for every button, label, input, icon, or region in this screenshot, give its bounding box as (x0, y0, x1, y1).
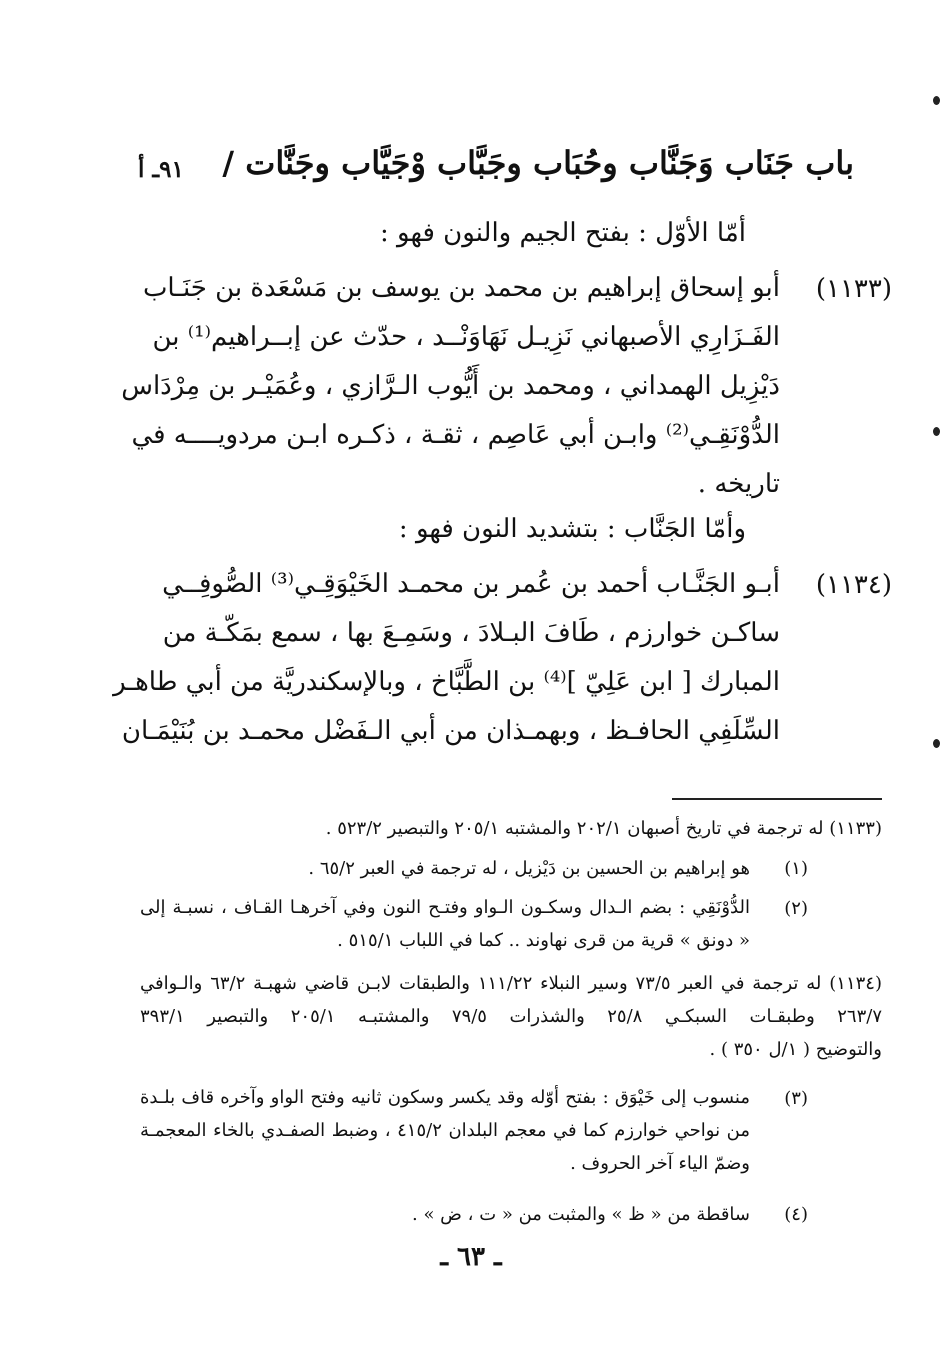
text-line: الفَـزَارِي الأصبهاني نَزِيـل نَهَاوَنْــد ، حدّث عن إبــراهيم⁽¹⁾ بن (152, 322, 780, 352)
footnote: (١١٣٣) له ترجمة في تاريخ أصبهان ٢٠٢/١ والمشتبه ٢٠٥/١ والتبصير ٥٢٣/٢ . (325, 818, 882, 839)
section-heading: أمّا الأوّل : بفتح الجيم والنون فهو : (380, 218, 746, 248)
section-heading: وأمّا الجَنَّاب : بتشديد النون فهو : (398, 514, 746, 544)
entry-number: (١١٣٣) (815, 274, 892, 304)
chapter-title-text: باب جَنَاب وَجَنَّاب وحُبَاب وجَبَّاب وْجَيَّاب وجَنَّات / (222, 144, 854, 182)
footnote-line: الدُّوْنَقِي : بضم الـدال وسكـون الـواو وفتـح النون وفي آخرهـا القـاف ، نسبـة إلى (140, 897, 750, 918)
footnote: هو إبراهيم بن الحسين بن دَيْزيل ، له ترجمة في العبر ٦٥/٢ . (308, 858, 750, 879)
folio-ref-text: ٩١ـ أ (138, 156, 184, 183)
chapter-title (222, 144, 854, 182)
margin-dot (933, 739, 940, 748)
footnote (140, 967, 882, 1066)
footnote (140, 1081, 750, 1180)
margin-dot (933, 96, 940, 105)
footnote-line: وضمّ الياء آخر الحروف . (570, 1153, 750, 1174)
footnote-number: (٣) (784, 1088, 808, 1109)
footnote-number: (٢) (784, 898, 808, 919)
text-line: المبارك [ ابن عَلِيّ ]⁽⁴⁾ بن الطَّبَّاخ ، وبالإسكندريَّة من أبي طاهـر (113, 667, 780, 697)
footnote (140, 891, 750, 957)
footnote-line: منسوب إلى خَيْوَق : بفتح أوّله وقد يكسر وسكون ثانيه وفتح الواو وآخره قاف بلـدة (140, 1087, 750, 1108)
text-line: أبو إسحاق إبراهيم بن محمد بن يوسف بن مَسْعَدة بن جَنَـاب (142, 273, 780, 303)
footnote-separator (672, 798, 882, 800)
footnote-line: ٢٦٣/٧ وطبقـات السبكـي ٢٥/٨ والشذرات ٧٩/٥ والمشتبـه ٢٠٥/١ والتبصير ٣٩٣/١ (140, 1006, 882, 1027)
text-line: تاريخه . (697, 469, 780, 499)
footnote-number: (٤) (784, 1204, 808, 1225)
text-line: ساكـن خوارزم ، طَافَ البـلادَ ، وسَمِـعَ بها ، سمع بمَكّـة من (162, 618, 780, 648)
footnote: ساقطة من « ظ » والمثبت من « ت ، ض » . (412, 1204, 750, 1225)
footnote-line: « دونق » قرية من قرى نهاوند .. كما في اللباب ٥١٥/١ . (337, 930, 750, 951)
manuscript-folio-ref (138, 156, 184, 183)
footnote-line: والتوضيح ( ١/ل ٣٥٠ ) . (709, 1039, 882, 1060)
text-line: أبـو الجَنَّـاب أحمد بن عُمر بن محمـد الخَيْوَقِـي⁽³⁾ الصُّوفِــي (162, 569, 780, 599)
entry-text (113, 560, 780, 756)
page-number: ـ ٦٣ ـ (440, 1242, 502, 1272)
entry-number: (١١٣٤) (815, 570, 892, 600)
margin-dot (933, 427, 940, 436)
footnote-number: (١) (784, 858, 808, 879)
footnote-line: (١١٣٤) له ترجمة في العبر ٧٣/٥ وسير النبلاء ١١١/٢٢ والطبقات لابـن قاضي شهبـة ٦٣/٢ والـوافي (140, 973, 882, 994)
text-line: السِّلَفِي الحافـظ ، وبهمـذان من أبي الـفَضْل محمـد بن بُنَيْمَـان (121, 716, 780, 746)
footnote-line: من نواحي خوارزم كما في معجم البلدان ٤١٥/٢ ، وضبط الصفـدي بالخاء المعجمـة (140, 1120, 751, 1141)
text-line: الدُّوْنَقِـي⁽²⁾ وابـن أبي عَاصِم ، ثقـة ، ذكـره ابـن مردويــــه في (131, 420, 780, 450)
text-line: دَيْزِيل الهمداني ، ومحمد بن أَيُّوب الـرَّازي ، وعُمَيْـر بن مِرْدَاس (121, 371, 780, 401)
entry-text (121, 264, 780, 509)
